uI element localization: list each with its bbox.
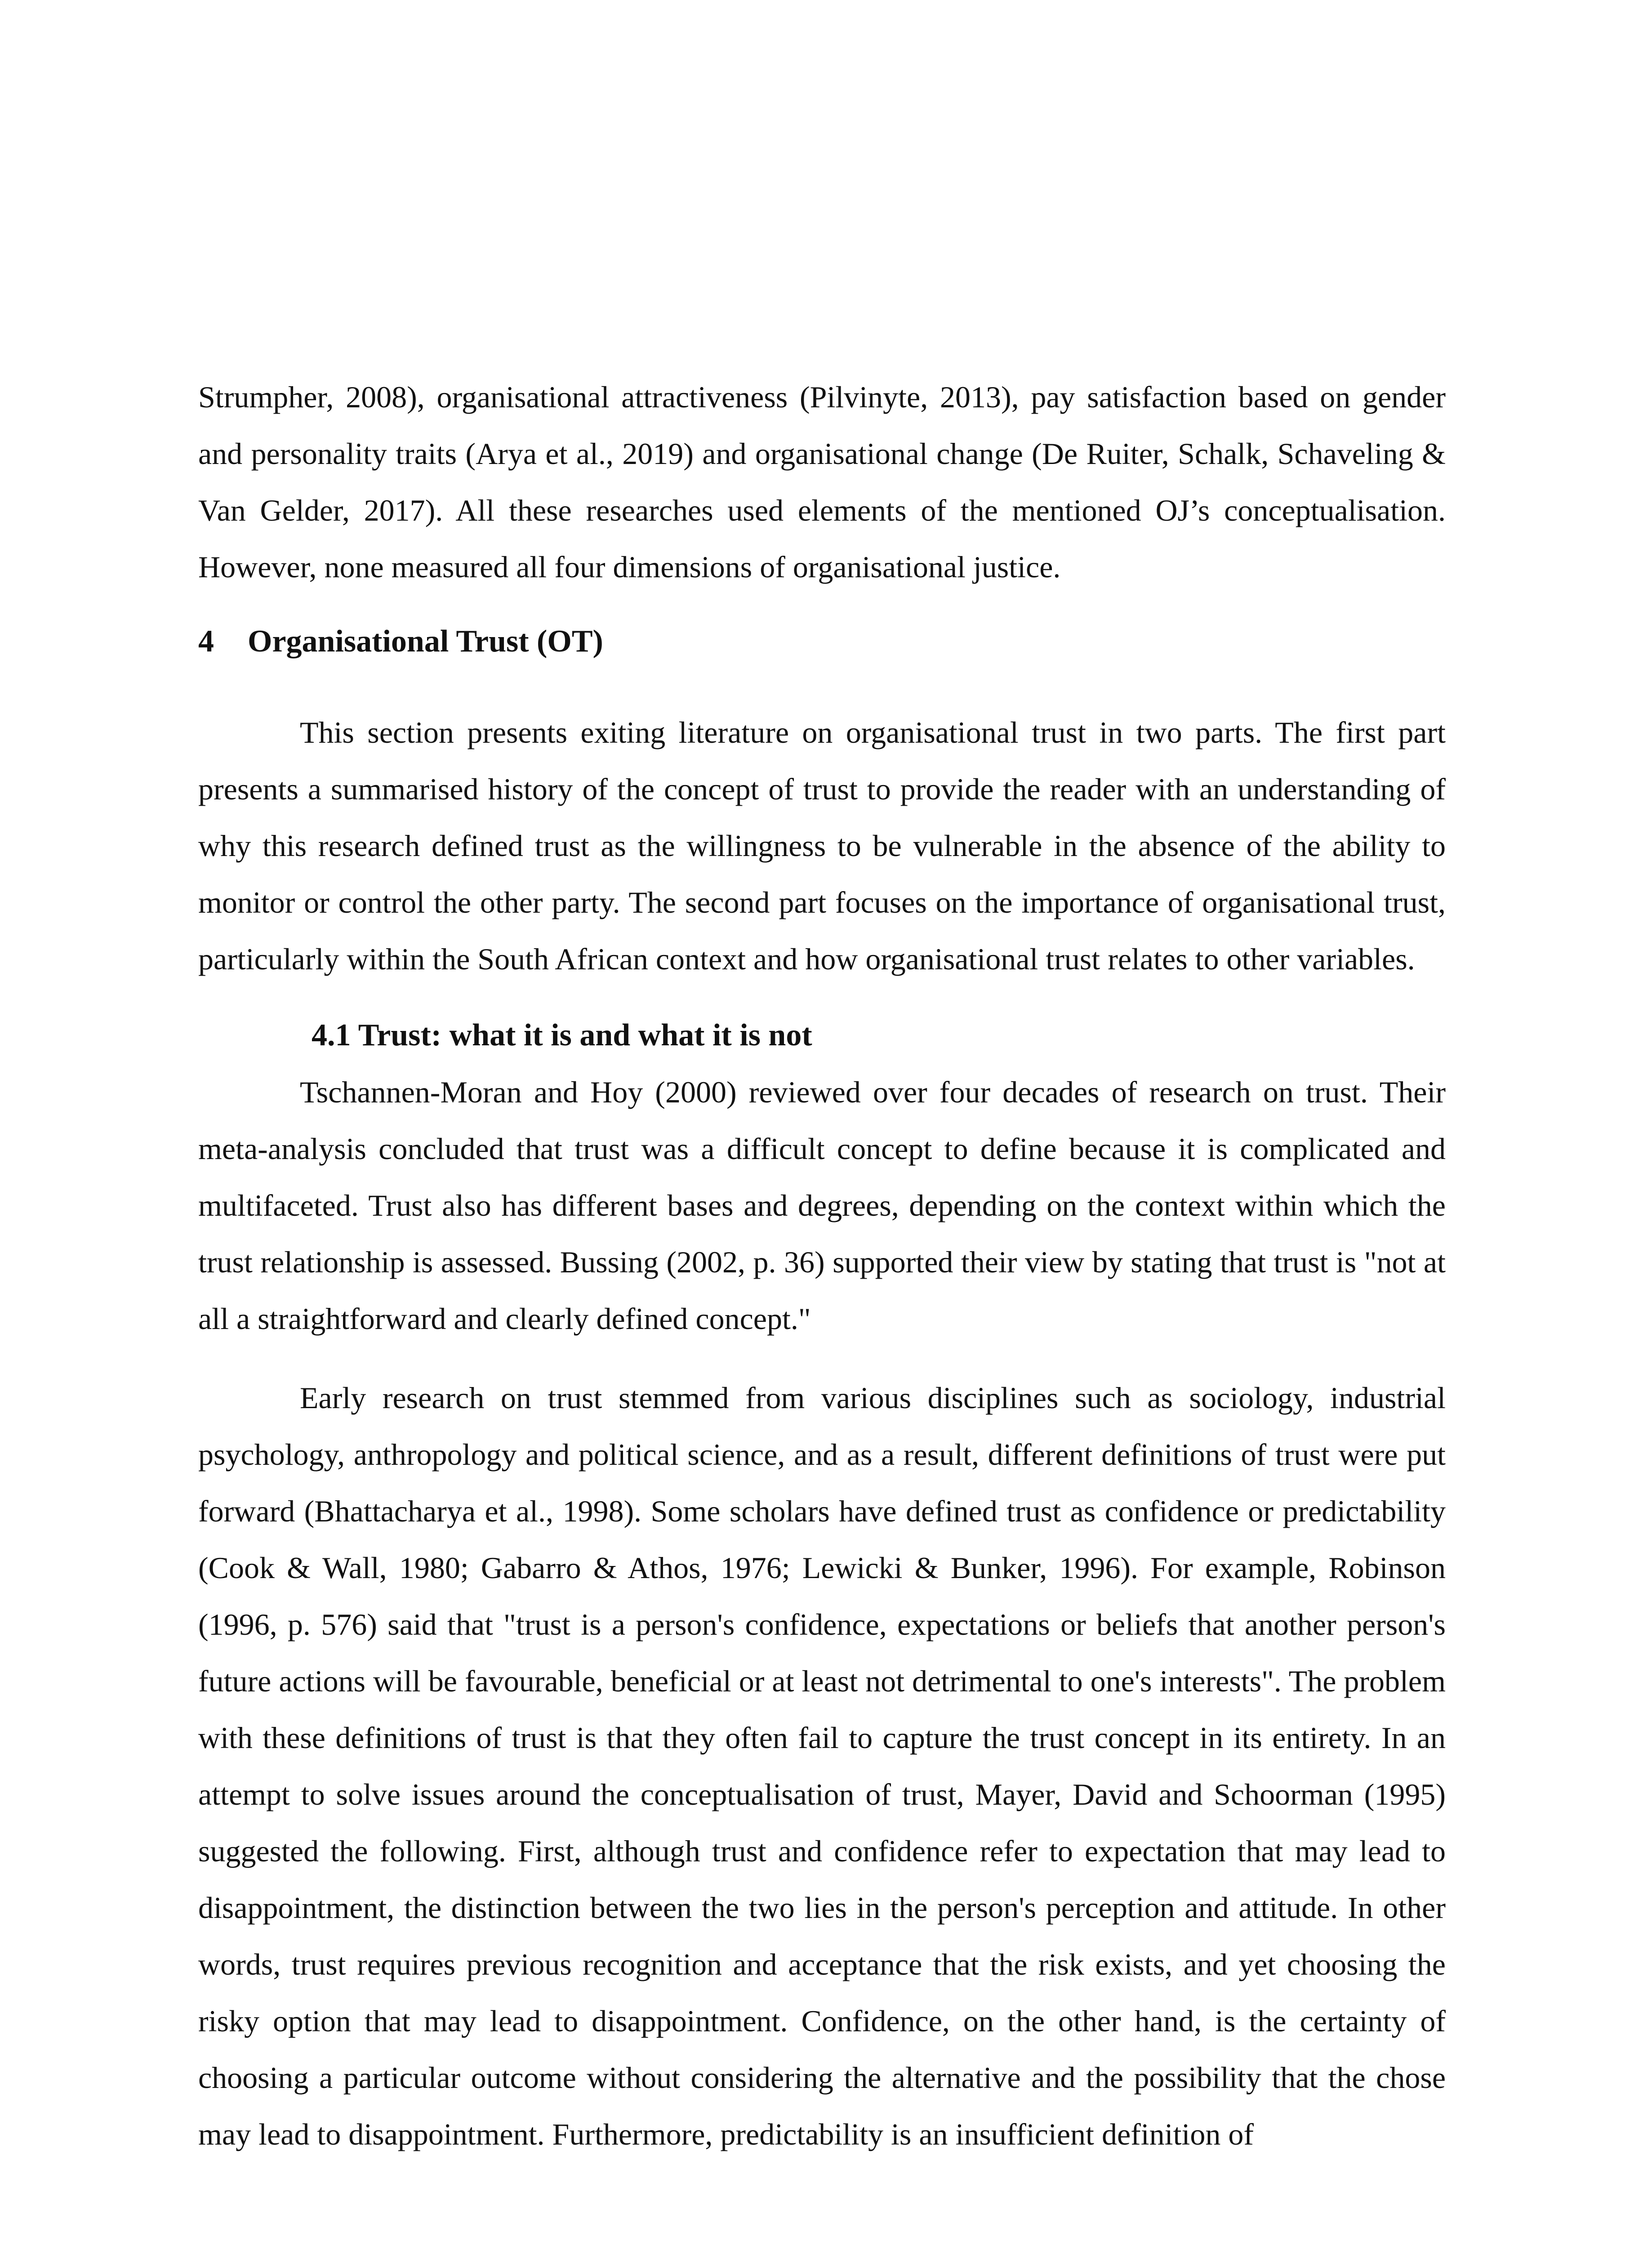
paragraph-continuation: Strumpher, 2008), organisational attractiveness (Pilvinyte, 2013), pay satisfaction based on gender and personality traits (Arya et al., 2019) and organisational change (De Ruiter, Schalk, Schaveling & Van Gelder, 2017). All these researches used elements of the mentioned OJ’s conceptualisation. However, none measured all four dimensions of organisational justice. [198, 380, 1446, 584]
section-title: Organisational Trust (OT) [248, 624, 603, 659]
paragraph-section-intro: This section presents exiting literature on organisational trust in two parts. The first part presents a summarised history of the concept of trust to provide the reader with an understanding of why this research defined trust as the willingness to be vulnerable in the absence of the ability to monitor or control the other party. The second part focuses on the importance of organisational trust, particularly within the South African context and how organisational trust relates to other variables. [198, 715, 1446, 976]
paragraph-early-research: Early research on trust stemmed from various disciplines such as sociology, industrial psychology, anthropology and political science, and as a result, different definitions of trust were put forward (Bhattacharya et al., 1998). Some scholars have defined trust as confidence or predictability (Cook & Wall, 1980; Gabarro & Athos, 1976; Lewicki & Bunker, 1996). For example, Robinson (1996, p. 576) said that "trust is a person's confidence, expectations or beliefs that another person's future actions will be favourable, beneficial or at least not detrimental to one's interests". The problem with these definitions of trust is that they often fail to capture the trust concept in its entirety. In an attempt to solve issues around the conceptualisation of trust, Mayer, David and Schoorman (1995) suggested the following. First, although trust and confidence refer to expectation that may lead to disappointment, the distinction between the two lies in the person's perception and attitude. In other words, trust requires previous recognition and acceptance that the risk exists, and yet choosing the risky option that may lead to disappointment. Confidence, on the other hand, is the certainty of choosing a particular outcome without considering the alternative and the possibility that the chose may lead to disappointment. Furthermore, predictability is an insufficient definition of [198, 1381, 1446, 2151]
section-number: 4 [198, 624, 214, 659]
subsection-heading: 4.1 Trust: what it is and what it is not [312, 1018, 812, 1053]
section-heading [198, 613, 1446, 670]
paragraph-spacer [198, 1347, 1446, 1369]
paragraph-trust-review: Tschannen-Moran and Hoy (2000) reviewed over four decades of research on trust. Their meta-analysis concluded that trust was a difficult concept to define because it is complicated and multifaceted. Trust also has different bases and degrees, depending on the context within which the trust relationship is assessed. Bussing (2002, p. 36) supported their view by stating that trust is "not at all a straightforward and clearly defined concept." [198, 1075, 1446, 1336]
page-body [198, 369, 1446, 2163]
